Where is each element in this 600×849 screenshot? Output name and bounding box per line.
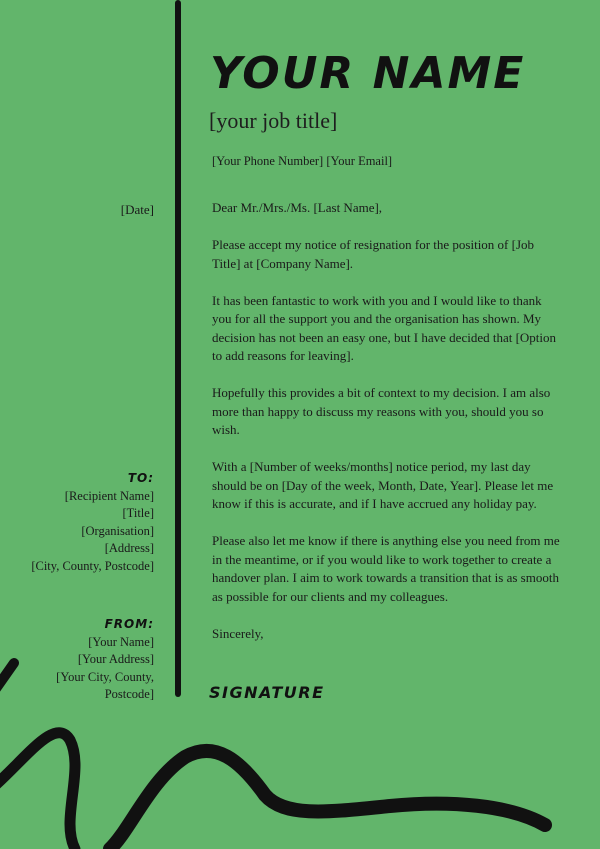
applicant-name: YOUR NAME: [210, 48, 526, 99]
job-title: [your job title]: [209, 108, 338, 133]
sender-address: [Your Address]: [77, 652, 154, 666]
recipient-address-block: [31, 470, 154, 575]
letter-date: [Date]: [120, 202, 154, 217]
sender-address-block: [56, 616, 154, 704]
paragraph-thanks: It has been fantastic to work with you and I would like to thank you for all the support you and the organisation has shown. My decision has not been an easy one, but I have decided that [Option to add reasons for leaving].: [212, 292, 557, 363]
sender-name: [Your Name]: [88, 634, 154, 649]
paragraph-notice: Please accept my notice of resignation for the position of [Job Title] at [Company Name].: [212, 237, 535, 271]
recipient-city: [City, County, Postcode]: [31, 558, 154, 573]
letter-body: [212, 199, 564, 662]
sender-postcode: Postcode]: [104, 687, 154, 701]
contact-details: [Your Phone Number] [Your Email]: [212, 154, 393, 168]
recipient-name: [Recipient Name]: [64, 488, 154, 503]
from-heading: FROM:: [104, 617, 154, 631]
sender-city: [Your City, County,: [56, 669, 154, 684]
to-heading: TO:: [127, 471, 154, 485]
recipient-title: [Title]: [122, 506, 154, 520]
paragraph-notice-period: With a [Number of weeks/months] notice period, my last day should be on [Day of the week, Month, Date, Year]. Please let me know if this is accurate, and if I have accrued any holiday pay.: [212, 459, 554, 511]
recipient-address: [Address]: [104, 541, 154, 555]
signature: SIGNATURE: [209, 683, 325, 702]
greeting: Dear Mr./Mrs./Ms. [Last Name],: [212, 200, 383, 215]
closing: Sincerely,: [212, 625, 264, 641]
paragraph-handover: Please also let me know if there is anything else you need from me in the meantime, or if you would like to work together to create a handover plan. I aim to work towards a transition that is as smooth as possible for our clients and my colleagues.: [212, 533, 560, 604]
paragraph-context: Hopefully this provides a bit of context to my decision. I am also more than happy to discuss my reasons with you, should you so wish.: [212, 385, 551, 437]
recipient-organisation: [Organisation]: [81, 523, 154, 538]
vertical-divider: [175, 0, 181, 697]
